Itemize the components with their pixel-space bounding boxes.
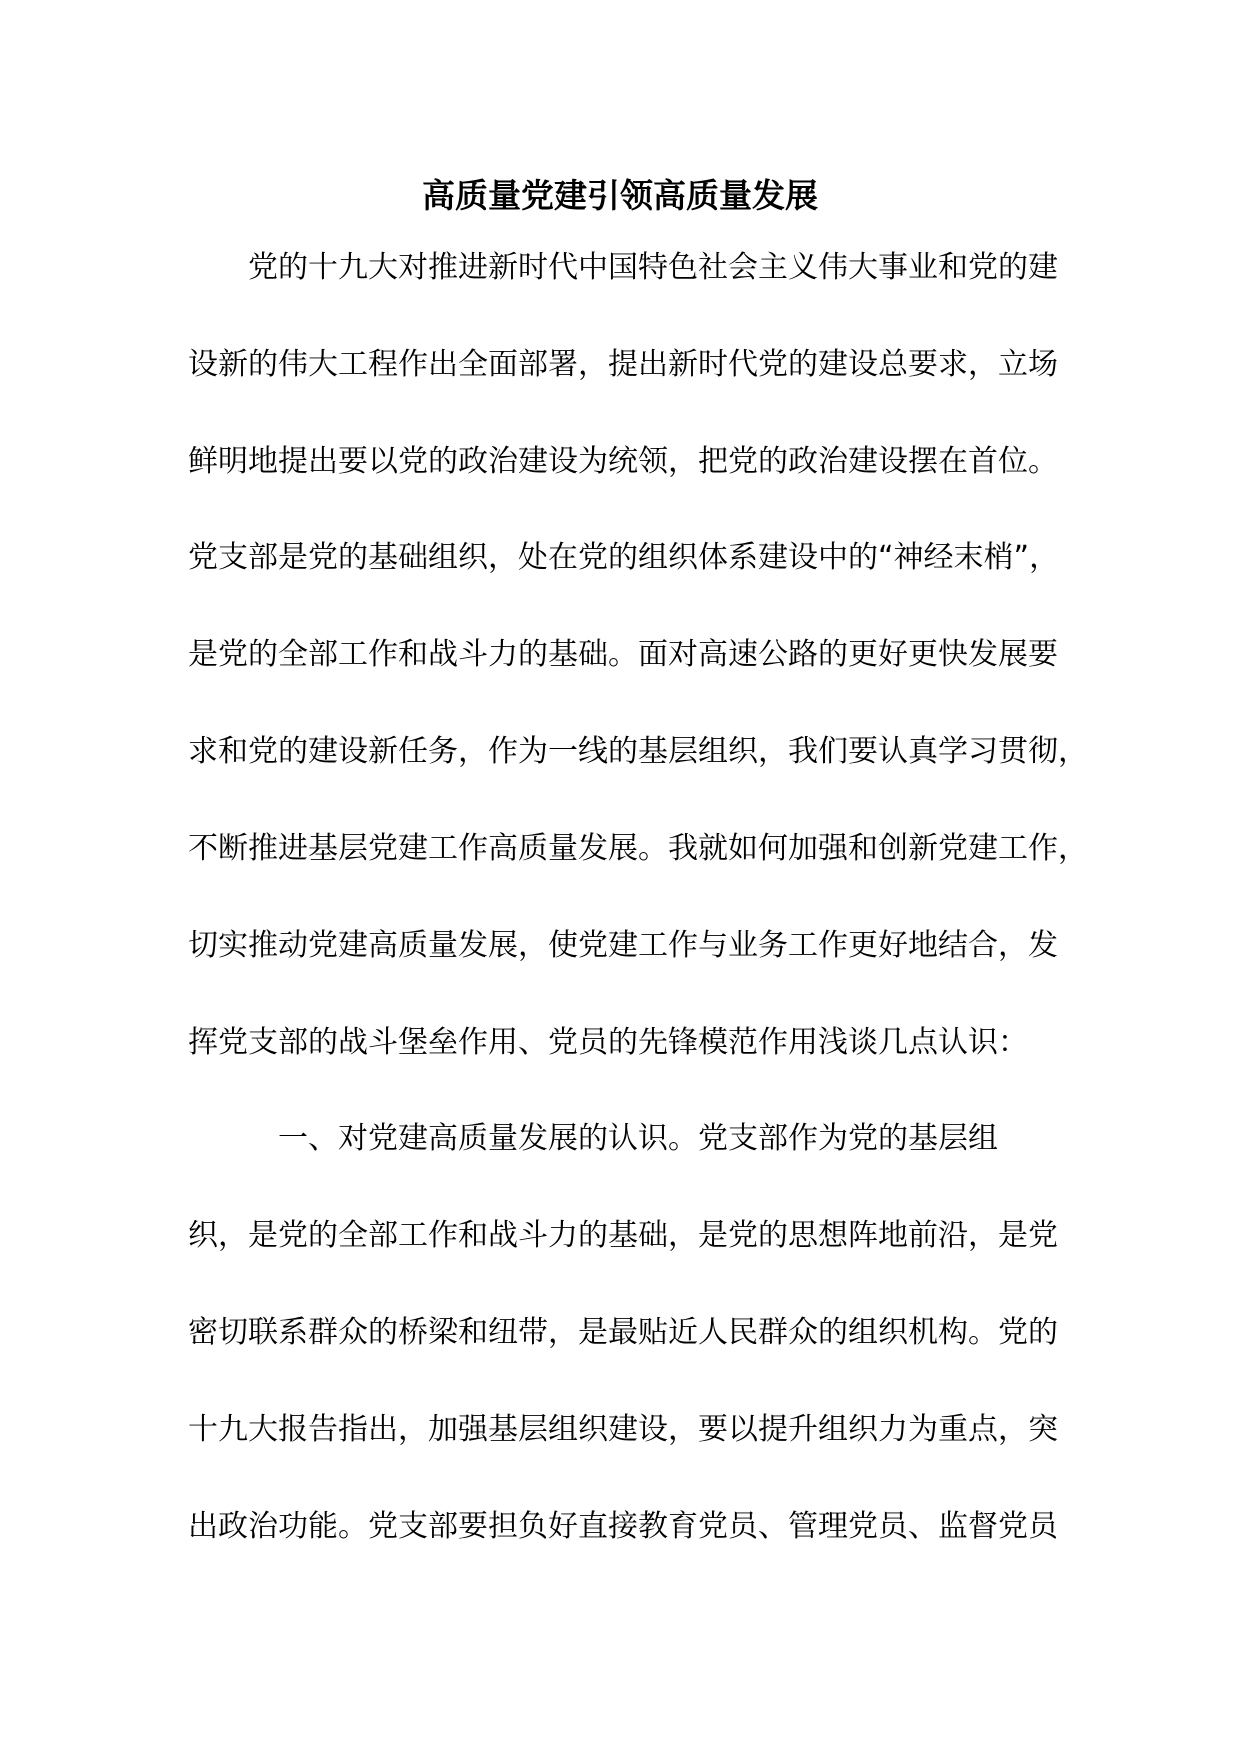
body-line: 党支部是党的基础组织，处在党的组织体系建设中的“神经末梢”， [188,540,1060,575]
body-line: 切实推动党建高质量发展，使党建工作与业务工作更好地结合，发 [188,928,1058,963]
body-line: 求和党的建设新任务，作为一线的基层组织，我们要认真学习贯彻， [188,734,1088,769]
body-line: 党的十九大对推进新时代中国特色社会主义伟大事业和党的建 [188,250,1058,285]
body-line: 挥党支部的战斗堡垒作用、党员的先锋模范作用浅谈几点认识： [188,1025,1028,1060]
body-line: 织，是党的全部工作和战斗力的基础，是党的思想阵地前沿，是党 [188,1218,1058,1253]
document-title: 高质量党建引领高质量发展 [422,176,818,215]
body-line: 出政治功能。党支部要担负好直接教育党员、管理党员、监督党员 [188,1509,1058,1544]
body-line: 密切联系群众的桥梁和纽带，是最贴近人民群众的组织机构。党的 [188,1315,1058,1350]
body-line: 十九大报告指出，加强基层组织建设，要以提升组织力为重点，突 [188,1412,1058,1447]
body-line: 不断推进基层党建工作高质量发展。我就如何加强和创新党建工作， [188,831,1088,866]
body-line: 是党的全部工作和战斗力的基础。面对高速公路的更好更快发展要 [188,637,1058,672]
body-line: 一、对党建高质量发展的认识。党支部作为党的基层组 [188,1121,998,1156]
body-line: 鲜明地提出要以党的政治建设为统领，把党的政治建设摆在首位。 [188,444,1058,479]
body-line: 设新的伟大工程作出全面部署，提出新时代党的建设总要求，立场 [188,347,1058,382]
